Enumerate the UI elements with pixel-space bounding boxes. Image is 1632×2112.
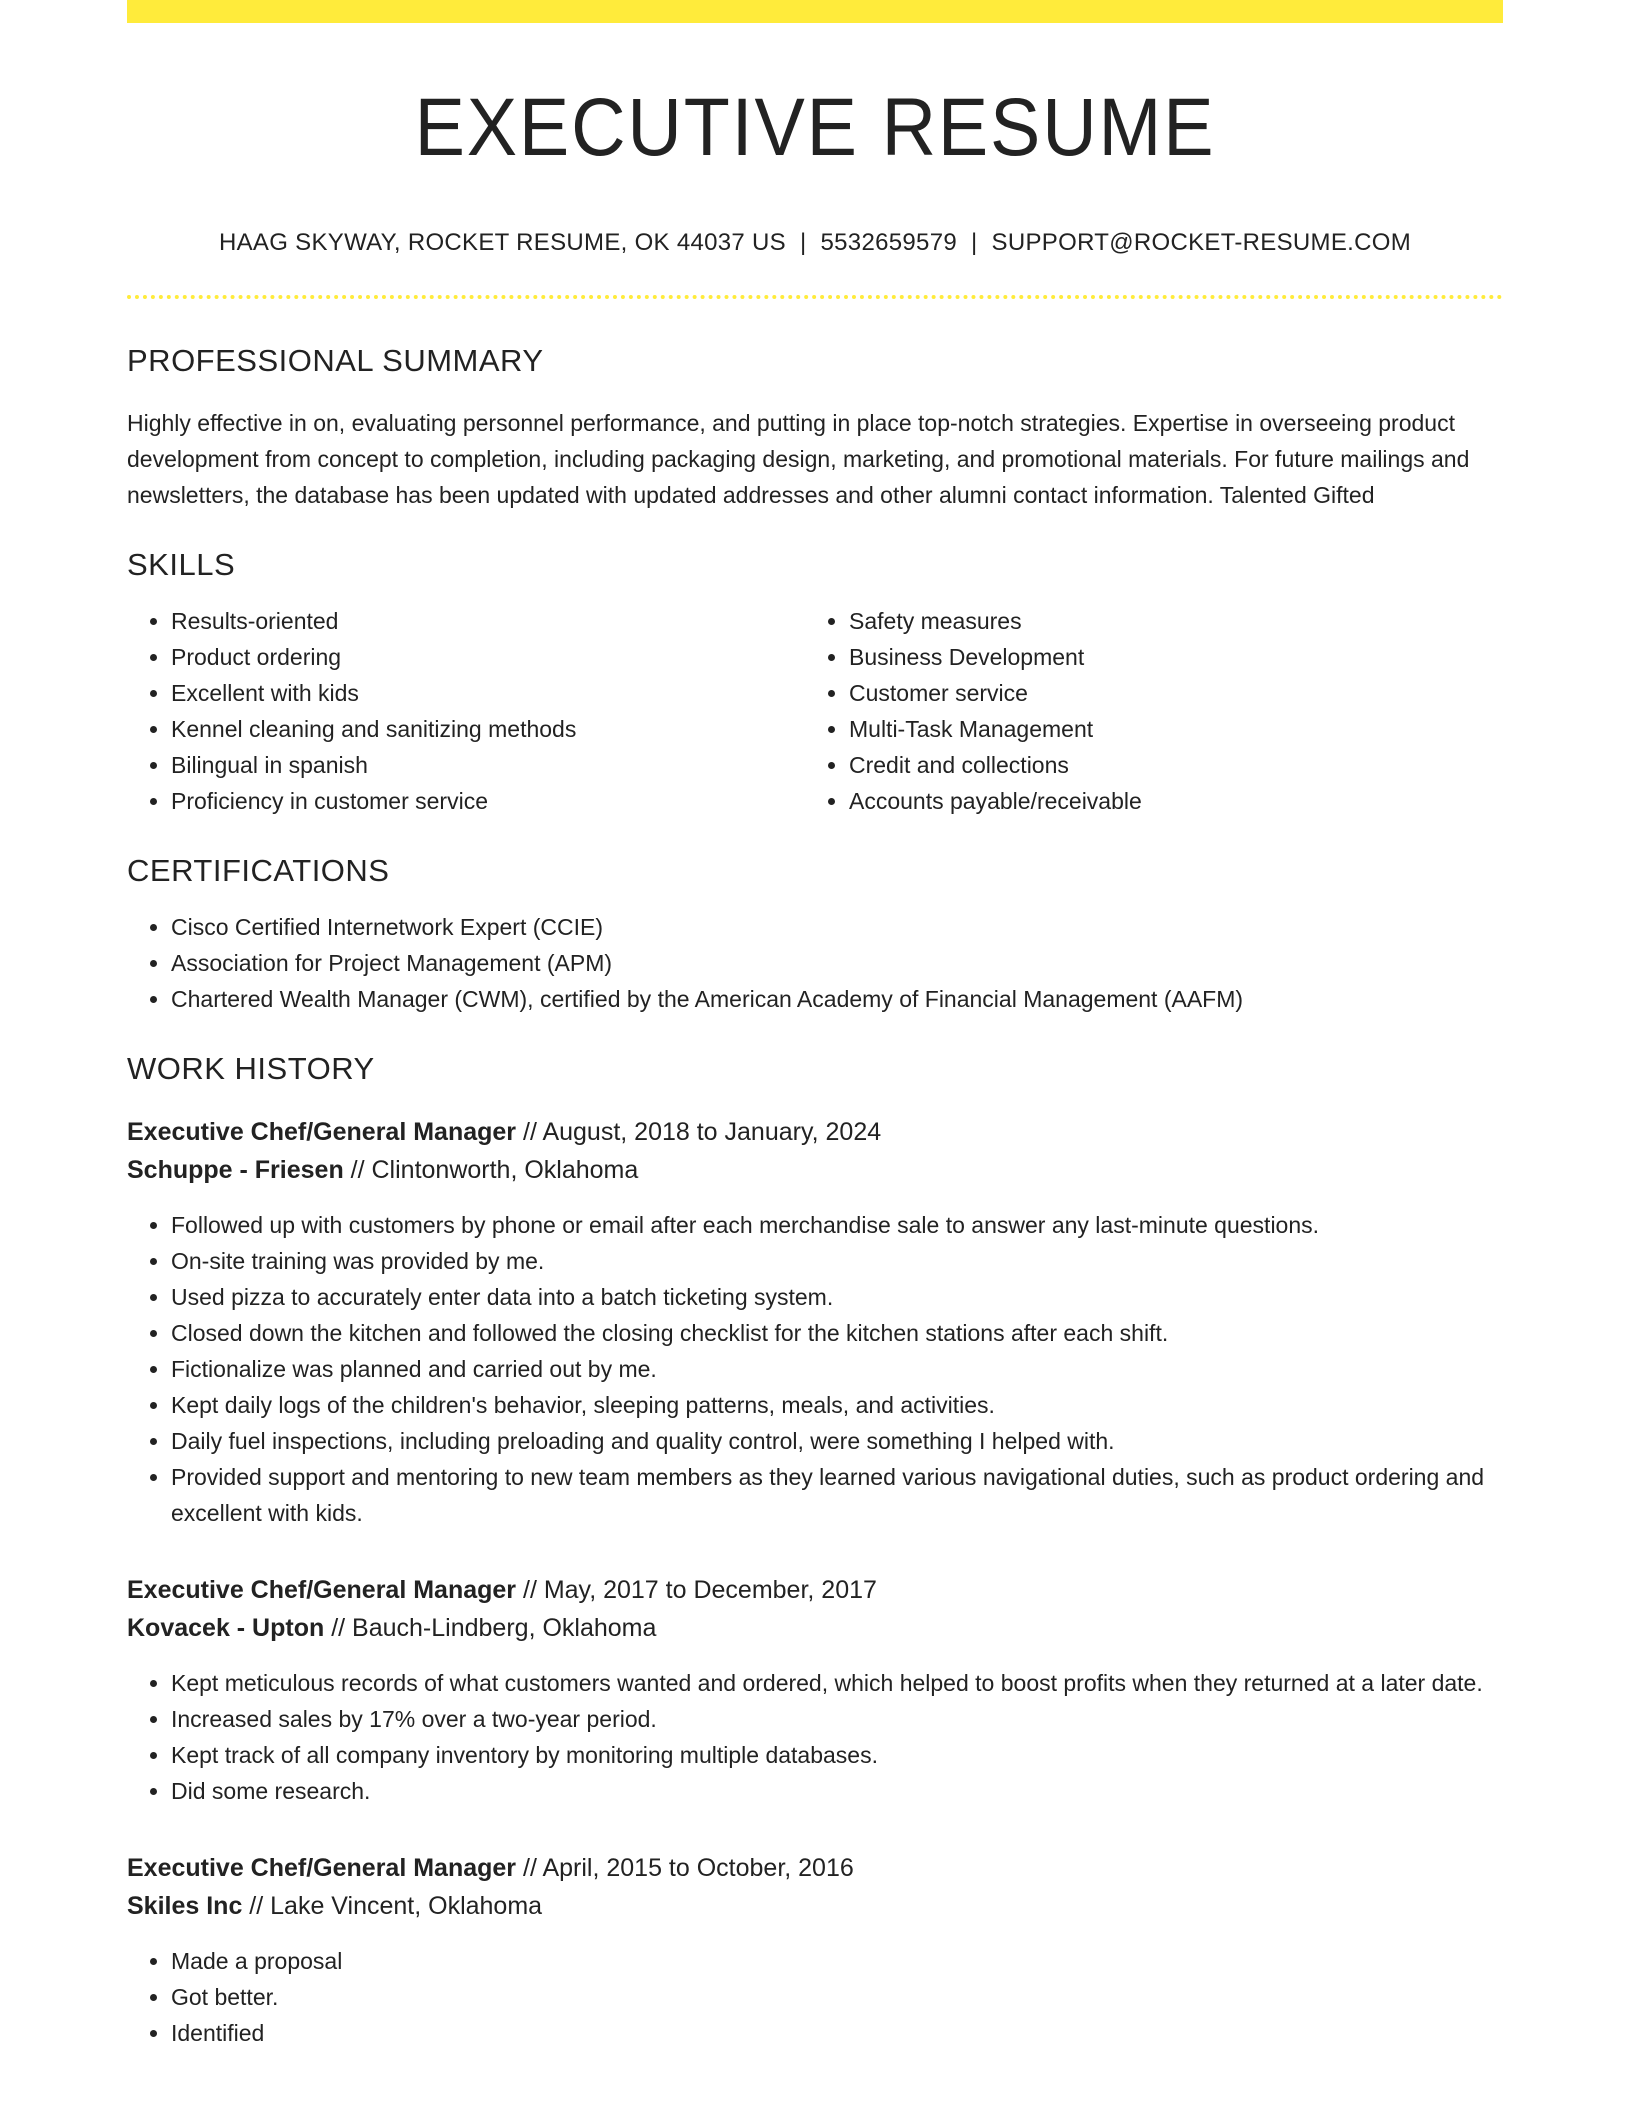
job-bullet: • Daily fuel inspections, including preloading and quality control, were something I helped with. [171,1423,1503,1459]
job-bullet: • Identified [171,2015,1503,2051]
skills-heading: SKILLS [127,547,236,583]
job-bullet: • Kept meticulous records of what customers wanted and ordered, which helped to boost profits when they returned at a later date. [171,1665,1503,1701]
job-bullets [127,1943,1503,2051]
job-header [127,1113,1503,1189]
certification-item: • Chartered Wealth Manager (CWM), certified by the American Academy of Financial Management (AAFM) [171,981,1503,1017]
skill-item: • Credit and collections [849,747,1483,783]
job-dates: // August, 2018 to January, 2024 [516,1118,882,1147]
contact-separator: | [799,229,807,257]
email: SUPPORT@ROCKET-RESUME.COM [991,229,1412,257]
job-title: Executive Chef/General Manager [127,1118,517,1147]
job-location: // Lake Vincent, Oklahoma [242,1892,543,1921]
top-accent-bar [127,0,1503,23]
job-bullet: • Closed down the kitchen and followed the closing checklist for the kitchen stations after each shift. [171,1315,1503,1351]
resume-page [127,0,1503,2051]
job-title: Executive Chef/General Manager [127,1576,517,1605]
skills-list-right [805,603,1483,819]
skills-grid [127,603,1503,819]
summary-text: Highly effective in on, evaluating personnel performance, and putting in place top-notch strategies. Expertise in overseeing product development from concept to completion, including packaging design, marketing, and promotional materials. For future mailings and newsletters, the database has been updated with updated addresses and other alumni contact information. Talented Gifted [127,410,1470,509]
job-bullet: • Kept daily logs of the children's behavior, sleeping patterns, meals, and activities. [171,1387,1503,1423]
job-bullet: • Used pizza to accurately enter data into a batch ticketing system. [171,1279,1503,1315]
job-location: // Bauch-Lindberg, Oklahoma [324,1614,657,1643]
skill-item: • Bilingual in spanish [171,747,805,783]
job-entry [127,1571,1503,1809]
certification-item: • Cisco Certified Internetwork Expert (CCIE) [171,909,1503,945]
job-bullets [127,1207,1503,1531]
job-bullet: • Made a proposal [171,1943,1503,1979]
job-location: // Clintonworth, Oklahoma [343,1156,639,1185]
job-bullet: • Fictionalize was planned and carried out by me. [171,1351,1503,1387]
phone: 5532659579 [820,229,957,257]
job-header [127,1849,1503,1925]
skill-item: • Business Development [849,639,1483,675]
summary-heading: PROFESSIONAL SUMMARY [127,343,544,379]
company-name: Skiles Inc [127,1892,243,1921]
address: HAAG SKYWAY, ROCKET RESUME, OK 44037 US [218,229,786,257]
skills-list-left [127,603,805,819]
skill-item: • Safety measures [849,603,1483,639]
job-bullet: • Did some research. [171,1773,1503,1809]
job-header [127,1571,1503,1647]
job-dates: // May, 2017 to December, 2017 [516,1576,877,1605]
skill-item: • Multi-Task Management [849,711,1483,747]
work-history-heading: WORK HISTORY [127,1051,375,1087]
job-bullet: • Got better. [171,1979,1503,2015]
certification-item: • Association for Project Management (APM) [171,945,1503,981]
job-bullet: • Kept track of all company inventory by monitoring multiple databases. [171,1737,1503,1773]
skill-item: • Accounts payable/receivable [849,783,1483,819]
company-name: Kovacek - Upton [127,1614,325,1643]
contact-line [127,229,1503,257]
job-bullet: • Increased sales by 17% over a two-year period. [171,1701,1503,1737]
job-title: Executive Chef/General Manager [127,1854,517,1883]
job-bullet: • Provided support and mentoring to new team members as they learned various navigational duties, such as product ordering and excellent with kids. [171,1459,1503,1531]
job-dates: // April, 2015 to October, 2016 [516,1854,854,1883]
skill-item: • Proficiency in customer service [171,783,805,819]
resume-title: EXECUTIVE RESUME [414,82,1216,173]
skill-item: • Results-oriented [171,603,805,639]
job-entry [127,1849,1503,2051]
skill-item: • Kennel cleaning and sanitizing methods [171,711,805,747]
skill-item: • Customer service [849,675,1483,711]
company-name: Schuppe - Friesen [127,1156,344,1185]
contact-separator: | [971,229,978,257]
dotted-divider [127,295,1503,299]
job-entry [127,1113,1503,1531]
job-bullets [127,1665,1503,1809]
skill-item: • Excellent with kids [171,675,805,711]
certifications-list [127,909,1503,1017]
job-bullet: • On-site training was provided by me. [171,1243,1503,1279]
certifications-heading: CERTIFICATIONS [127,853,390,889]
skill-item: • Product ordering [171,639,805,675]
job-bullet: • Followed up with customers by phone or email after each merchandise sale to answer any last-minute questions. [171,1207,1503,1243]
